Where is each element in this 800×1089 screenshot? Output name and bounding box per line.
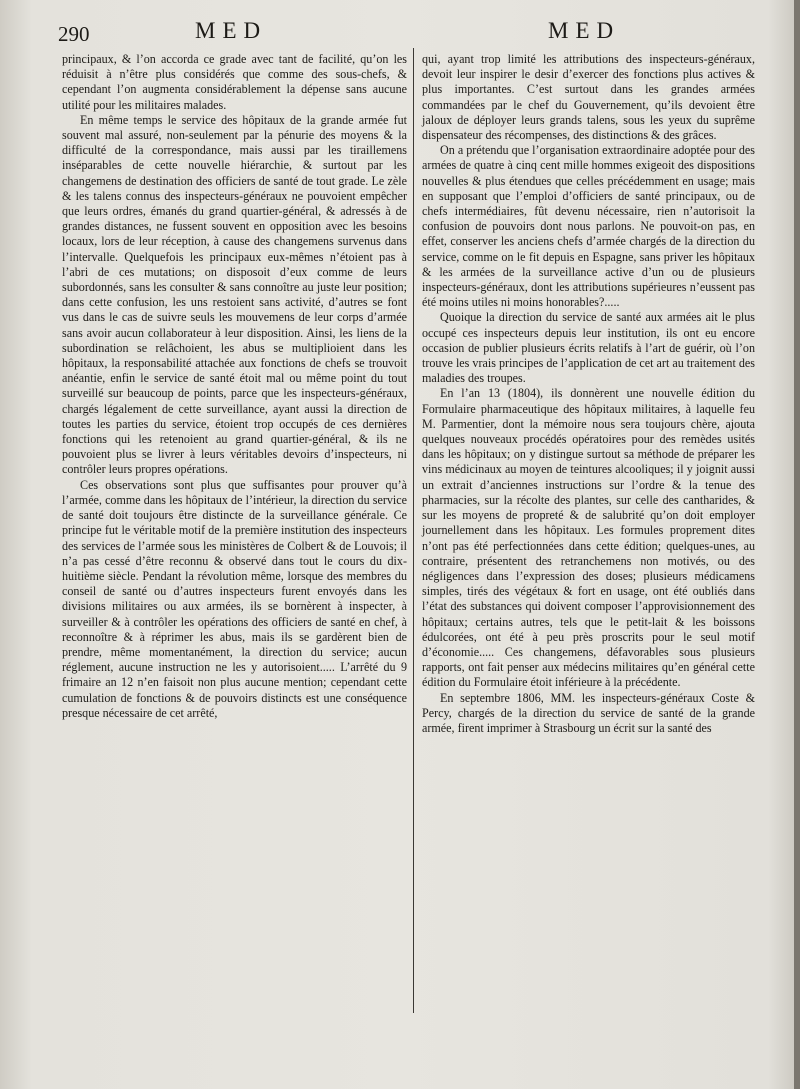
right-column bbox=[422, 52, 755, 736]
paragraph: qui, ayant trop limité les attributions des inspecteurs-généraux, devoit leur inspirer le desir d’exercer des fonctions plus actives & plus importantes. C’est surtout dans les grandes armées commandées par le chef du Gouvernement, qu’ils devoient être jaloux de déployer leurs grands talens, sous les yeux du suprême dispensateur des récompenses, des distinctions & des grâces. bbox=[422, 52, 755, 143]
paragraph: En l’an 13 (1804), ils donnèrent une nouvelle édition du Formulaire pharmaceutique des hôpitaux militaires, à laquelle feu M. Parmentier, dont la mémoire nous sera toujours chère, ajouta quelques nouveaux procédés opératoires pour des remèdes usités dans les hôpitaux; on y distingue surtout sa méthode de préparer les vins médicinaux au moyen de teintures alcooliques; il y joignit aussi un extrait d’anciennes instructions sur l’ordre & la tenue des pharmacies, sur la récolte des plantes, sur celle des cantharides, & sur les moyens de propreté & de salubrité qu’on doit employer journellement dans les hôpitaux. Les formules proprement dites n’ont pas été perfectionnées dans cette édition; quelques-unes, au contraire, présentent des retranchemens non motivés, ou des négligences dans l’expression des doses; plusieurs médicamens simples, tirés des végétaux & fort en usage, ont été oubliés dans l’état des substances qui doivent composer l’approvisionnement des hôpitaux; certains autres, tels que le petit-lait & les boissons édulcorées, ont été à peu près proscrits pour le seul motif d’économie..... Ces changemens, défavorables sous plusieurs rapports, ont fait penser aux médecins militaires qu’en général cette édition du Formulaire étoit inférieure à la précédente. bbox=[422, 386, 755, 690]
running-head-left: MED bbox=[195, 18, 268, 43]
paragraph: On a prétendu que l’organisation extraordinaire adoptée pour des armées de quatre à cinq cent mille hommes exigeoit des dispositions nouvelles & plus étendues que celles précédemment en usage; mais en supposant que l’emploi d’officiers de santé principaux, ou de chefs intermédiaires, fût devenu nécessaire, rien n’autorisoit la confusion de pouvoirs dont nous parlons. Ne pouvoit-on pas, en effet, conserver les anciens chefs d’armée chargés de la direction du service, comme on le fit depuis en Espagne, sans priver les hôpitaux & les armées de la surveillance active d’un ou de plusieurs inspecteurs-généraux, dont les attributions supérieures n’eussent pas été moins utiles ni moins honorables?..... bbox=[422, 143, 755, 310]
paragraph: Quoique la direction du service de santé aux armées ait le plus occupé ces inspecteurs depuis leur institution, ils ont eu encore occasion de publier plusieurs écrits relatifs à l’art de guérir, où l’on trouve les vrais principes de l’application de cet art au traitement des maladies des troupes. bbox=[422, 310, 755, 386]
paragraph: principaux, & l’on accorda ce grade avec tant de facilité, qu’on les réduisit à n’être plus considérés que comme des sous-chefs, & cependant l’on augmenta considérablement la dépense sans aucune utilité pour les militaires malades. bbox=[62, 52, 407, 112]
paragraph: En même temps le service des hôpitaux de la grande armée fut souvent mal assuré, non-seulement par la pénurie des moyens & la difficulté de la correspondance, mais aussi par les tiraillemens inséparables de cette nouvelle hiérarchie, & surtout par les changemens de destination des officiers de santé de tout grade. Le zèle & les talens connus des inspecteurs-généraux ne pouvoient empêcher que leurs ordres, émanés du grand quartier-général, & adressés à de grandes distances, ne fussent souvent en opposition avec les besoins locaux, lors de leur réception, à cause des changemens survenus dans l’intervalle. Quelquefois les principaux eux-mêmes n’étoient pas à l’abri de ces mutations; on disposoit d’eux comme de leurs subordonnés, sans les consulter & sans connoître au juste leur position; dans cette confusion, les uns restoient sans activité, d’autres se font vus dans le cas de suivre seuls les mouvemens de leur corps d’armée sans avoir aucun collaborateur à leur disposition. Ainsi, les liens de la subordination se relâchoient, les abus se multiplioient dans les hôpitaux, la responsabilité attachée aux fonctions de chefs se trouvoit anéantie, enfin le service de santé étoit mal ou même point du tout surveillé sur beaucoup de points, parce que les inspecteurs-généraux, chargés légalement de cette surveillance, ayant aussi la direction de toutes les parties du service, étoient trop occupés de ces dernières fonctions qui les retenoient au grand quartier-général, & ils ne pouvoient plus se livrer à leurs véritables devoirs d’inspecteurs, ni contrôler leurs propres opérations. bbox=[62, 112, 407, 477]
page-number: 290 bbox=[58, 22, 90, 46]
paragraph: Ces observations sont plus que suffisantes pour prouver qu’à l’armée, comme dans les hôpitaux de l’intérieur, la direction du service de santé doit toujours être distincte de la surveillance générale. Ce principe fut le véritable motif de la première institution des inspecteurs des services de l’armée sous les ministères de Colbert & de Louvois; il n’a pas cessé d’être reconnu & observé dans tout le cours du dix-huitième siècle. Pendant la révolution même, lorsque des membres du conseil de santé ou d’autres inspecteurs furent envoyés dans les divisions militaires ou aux armées, ils se bornèrent à inspecter, à surveiller & à contrôler les opérations des officiers de santé en chef, à reconnoître & à réprimer les abus, mais ils se gardèrent bien de prendre, même momentanément, la direction du service; aucun réglement, aucune instruction ne les y autorisoient..... L’arrêté du 9 frimaire an 12 n’en faisoit non plus aucune mention; cependant cette cumulation de fonctions & de pouvoirs distincts est une conséquence presque nécessaire de cet arrêté, bbox=[62, 477, 407, 720]
column-divider bbox=[413, 48, 414, 1013]
left-column bbox=[62, 52, 407, 721]
running-head-right: MED bbox=[548, 18, 621, 43]
paragraph: En septembre 1806, MM. les inspecteurs-généraux Coste & Percy, chargés de la direction du service de santé de la grande armée, firent imprimer à Strasbourg un écrit sur la santé des bbox=[422, 690, 755, 735]
page-edge-shadow bbox=[794, 0, 800, 1089]
